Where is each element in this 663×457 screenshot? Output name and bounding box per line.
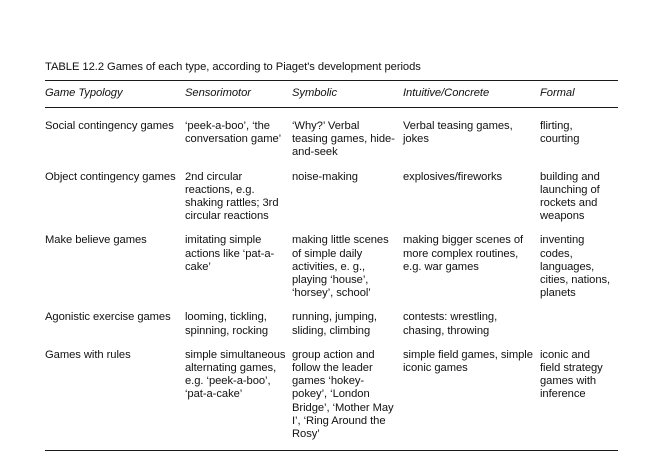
table-body xyxy=(45,108,618,451)
games-by-piaget-period-table xyxy=(45,80,618,450)
column-header-formal: Formal xyxy=(540,81,618,108)
table-row xyxy=(45,338,618,450)
cell-intuitive-concrete: simple field games, simple iconic games xyxy=(403,348,533,375)
cell-formal: iconic and field strategy games with inference xyxy=(540,348,603,401)
cell-symbolic: ‘Why?’ Verbal teasing games, hide-and-seek xyxy=(292,120,395,159)
cell-sensorimotor: ‘peek-a-boo’, ‘the conversation game’ xyxy=(185,120,282,146)
cell-game-typology: Object contingency games xyxy=(45,170,176,183)
cell-sensorimotor: imitating simple actions like ‘pat-a-cake’ xyxy=(185,234,275,273)
cell-symbolic: running, jumping, sliding, climbing xyxy=(292,311,377,337)
cell-formal xyxy=(540,300,618,337)
cell-intuitive-concrete: making bigger scenes of more complex routines, e.g. war games xyxy=(403,234,524,273)
cell-game-typology: Make believe games xyxy=(45,234,147,247)
cell-symbolic: noise-making xyxy=(292,170,358,183)
cell-symbolic: group action and follow the leader games ‘hokey-pokey’, ‘London Bridge’, ‘Mother May I’, ‘Ring Around the Rosy’ xyxy=(292,348,394,441)
table-block xyxy=(45,60,618,451)
cell-symbolic: making little scenes of simple daily activities, e. g., playing ‘house’, ‘horsey’, school’ xyxy=(292,234,389,300)
column-header-intuitive-concrete: Intuitive/Concrete xyxy=(403,81,540,108)
table-row xyxy=(45,160,618,224)
cell-intuitive-concrete: contests: wrestling, chasing, throwing xyxy=(403,311,498,337)
cell-formal: building and launching of rockets and weapons xyxy=(540,170,600,223)
cell-game-typology: Agonistic exercise games xyxy=(45,311,171,324)
cell-game-typology: Social contingency games xyxy=(45,120,174,132)
cell-intuitive-concrete: explosives/fireworks xyxy=(403,170,503,183)
cell-formal: flirting, courting xyxy=(540,120,580,146)
column-header-symbolic: Symbolic xyxy=(292,81,403,108)
cell-formal: inventing codes, languages, cities, nations, planets xyxy=(540,234,611,300)
table-row xyxy=(45,108,618,160)
cell-sensorimotor: 2nd circular reactions, e.g. shaking rattles; 3rd circular reactions xyxy=(185,170,279,223)
cell-game-typology: Games with rules xyxy=(45,348,131,361)
cell-intuitive-concrete: Verbal teasing games, jokes xyxy=(403,120,513,146)
column-header-game-typology: Game Typology xyxy=(45,81,185,108)
column-header-sensorimotor: Sensorimotor xyxy=(185,81,292,108)
table-bottom-rule xyxy=(45,450,618,451)
table-header xyxy=(45,81,618,108)
cell-sensorimotor: simple simultaneous alternating games, e.g. ‘peek-a-boo’, ‘pat-a-cake’ xyxy=(185,348,286,401)
table-caption: TABLE 12.2 Games of each type, according to Piaget's development periods xyxy=(45,61,421,73)
table-header-row xyxy=(45,81,618,108)
table-row xyxy=(45,300,618,337)
cell-sensorimotor: looming, tickling, spinning, rocking xyxy=(185,311,269,337)
table-row xyxy=(45,223,618,300)
